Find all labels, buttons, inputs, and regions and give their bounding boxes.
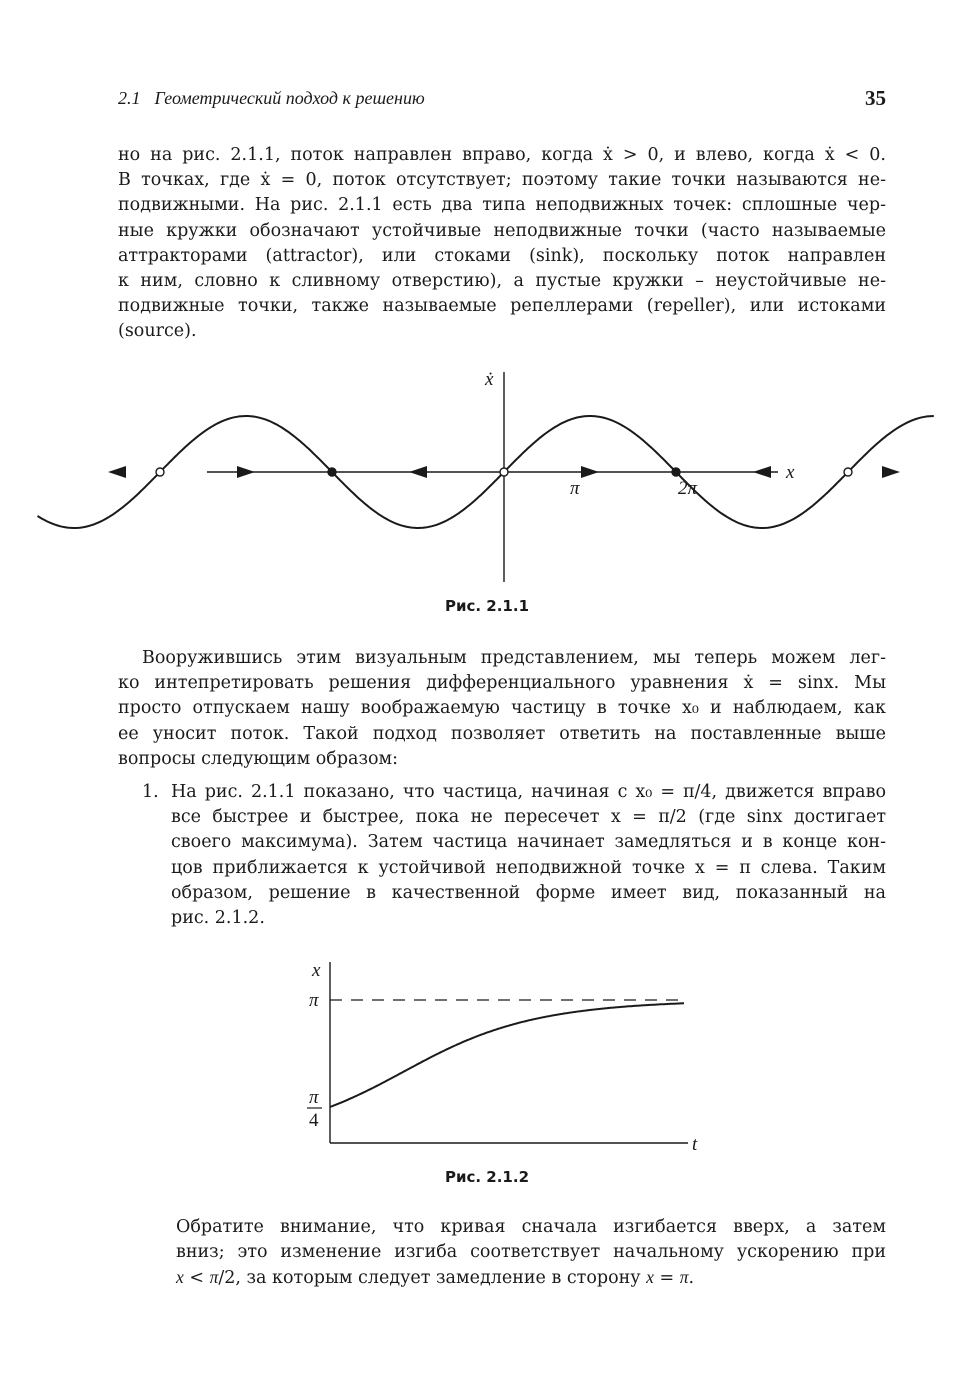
list-number: 1. [142,782,159,802]
tick-label-pi: π [309,990,319,1011]
solution-curve [330,1003,684,1107]
figure-caption: Рис. 2.1.1 [444,597,530,615]
stable-fixed-point [328,468,336,476]
flow-arrow-right [581,466,599,478]
text-line: но на рис. 2.1.1, поток направлен вправо, когда ẋ > 0, и влево, когда ẋ < 0. [118,145,886,165]
running-header [118,88,425,109]
text-line: В точках, где ẋ = 0, поток отсутствует; поэтому такие точки называются не- [118,170,886,191]
flow-arrow-left [753,466,771,478]
text-line: Вооружившись этим визуальным представлением, мы теперь можем лег- [142,648,886,668]
text-line: ко интепретировать решения дифференциального уравнения ẋ = sinx. Мы [118,673,886,694]
x-axis-label: x [786,462,795,483]
text-line: образом, решение в качественной форме имеет вид, показанный на [171,882,886,903]
text-line: просто отпускаем нашу воображаемую частицу в точке x₀ и наблюдаем, как [118,698,886,719]
page-number: 35 [865,86,886,110]
stable-fixed-point [672,468,680,476]
text-line: вниз; это изменение изгиба соответствует начальному ускорению при [176,1242,886,1263]
x-axis-label: t [692,1134,698,1155]
text-line: x < π/2, за которым следует замедление в сторону x = π. [176,1267,695,1289]
text-line: подвижными. На рис. 2.1.1 есть два типа неподвижных точек: сплошные чер- [118,195,886,216]
text-line: рис. 2.1.2. [171,908,265,929]
text-line: ее уносит поток. Такой подход позволяет ответить на поставленные выше [118,723,886,744]
tick-label-pi-over-4-numerator: π [309,1087,319,1108]
figure-caption: Рис. 2.1.2 [444,1168,530,1186]
unstable-fixed-point [156,468,164,476]
tick-label-pi: π [570,478,580,499]
list-item [142,780,886,931]
unstable-fixed-point [500,468,508,476]
figure-phase-portrait [0,360,974,590]
text-line: подвижные точки, также называемые репеллерами (repeller), или истоками [118,296,886,317]
tick-label-2pi: 2π [678,478,698,499]
text-line: цов приближается к устойчивой неподвижной точке x = π слева. Таким [171,857,886,878]
y-axis-label: x [312,960,321,981]
text-line: к ним, словно к сливному отверстию), а пустые кружки – неустойчивые не- [118,271,886,292]
text-line: (source). [118,321,197,342]
text-line: ные кружки обозначают устойчивые неподвижные точки (часто называемые [118,220,886,241]
flow-arrow-left [108,466,126,478]
flow-arrow-right [882,466,900,478]
tick-label-pi-over-4-denominator: 4 [309,1110,319,1131]
text-line: вопросы следующим образом: [118,748,399,769]
y-axis-label: ẋ [485,369,494,390]
text-line: Обратите внимание, что кривая сначала изгибается вверх, а затем [176,1217,886,1237]
paragraph-note [176,1215,886,1292]
flow-arrow-left [409,466,427,478]
flow-arrow-right [237,466,255,478]
text-line: На рис. 2.1.1 показано, что частица, начиная с x₀ = π/4, движется вправо [171,782,886,802]
paragraph-fixed-points [118,143,886,345]
text-line: аттракторами (attractor), или стоками (sink), поскольку поток направлен [118,245,886,266]
section-number: 2.1 [118,88,141,108]
text-line: все быстрее и быстрее, пока не пересечет x = π/2 (где sinx достигает [171,807,886,828]
paragraph-interpretation [118,646,886,772]
text-line: своего максимума). Затем частица начинает замедляться и в конце кон- [171,832,886,853]
figure-solution-curve [0,950,974,1160]
section-title: Геометрический подход к решению [154,88,425,108]
unstable-fixed-point [844,468,852,476]
